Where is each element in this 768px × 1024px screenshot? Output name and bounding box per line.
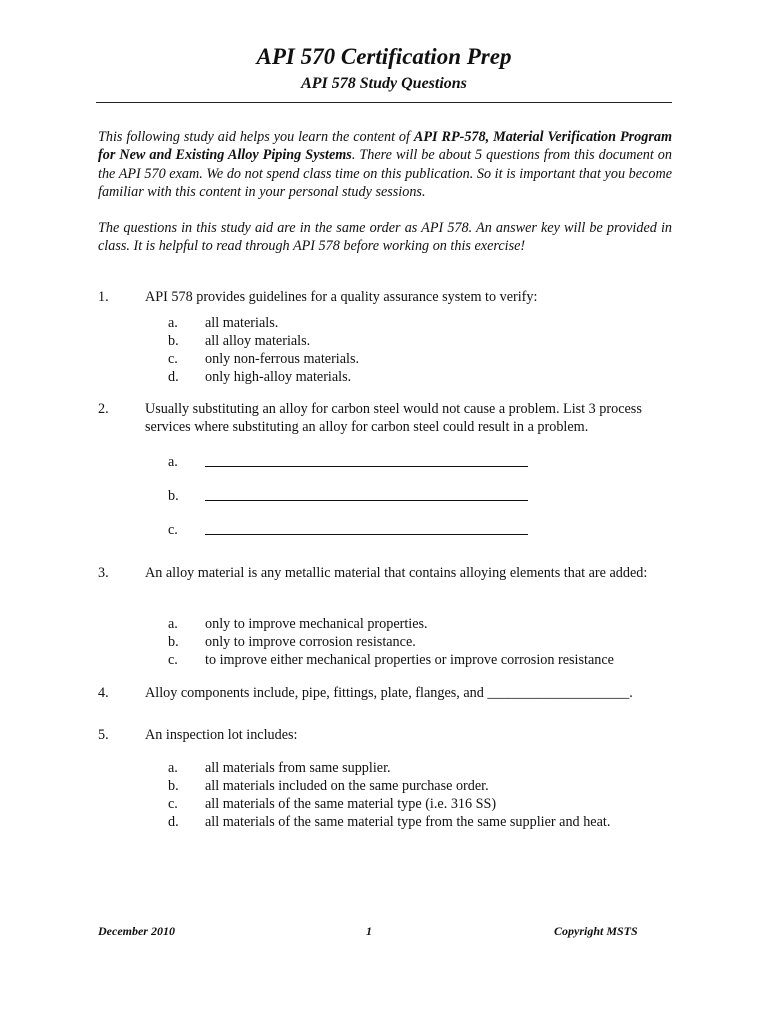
option-letter: b.	[168, 778, 179, 794]
option-text: only non-ferrous materials.	[205, 351, 360, 367]
option-text: all materials.	[205, 315, 279, 331]
document-subtitle: API 578 Study Questions	[301, 75, 467, 92]
option-text: only to improve corrosion resistance.	[205, 634, 416, 650]
option-letter: b.	[168, 634, 179, 650]
footer-copyright: Copyright MSTS	[554, 924, 638, 938]
option-letter: b.	[168, 333, 179, 349]
question-text: Alloy components include, pipe, fittings, plate, flanges, and ____________________.	[145, 685, 633, 701]
document-title: API 570 Certification Prep	[256, 44, 512, 69]
option-letter: a.	[168, 616, 178, 632]
option-text: to improve either mechanical properties or improve corrosion resistance	[205, 652, 614, 668]
option-text: all materials included on the same purchase order.	[205, 778, 489, 794]
option-text: all alloy materials.	[205, 333, 311, 349]
footer-page-number: 1	[366, 924, 372, 938]
intro-paragraph-1	[98, 128, 672, 201]
option-letter: c.	[168, 522, 178, 538]
option-letter: c.	[168, 796, 178, 812]
answer-line[interactable]	[205, 466, 528, 467]
option-letter: c.	[168, 652, 178, 668]
question-text: An alloy material is any metallic material that contains alloying elements that are added:	[145, 565, 648, 581]
question-text: Usually substituting an alloy for carbon steel would not cause a problem. List 3 process services where substituting an alloy for carbon steel could result in a problem.	[145, 401, 642, 436]
option-letter: a.	[168, 454, 178, 470]
intro-publication-name: API RP-578, Material Verification Program for New and Existing Alloy Piping Systems	[98, 129, 672, 164]
option-text: all materials of the same material type from the same supplier and heat.	[205, 814, 611, 830]
intro-text-start: This following study aid helps you learn the content of	[98, 129, 414, 145]
footer-date: December 2010	[98, 924, 175, 938]
question-text: An inspection lot includes:	[145, 727, 298, 743]
question-number: 5.	[98, 727, 109, 743]
answer-line[interactable]	[205, 534, 528, 535]
header-divider	[96, 102, 672, 103]
option-text: all materials from same supplier.	[205, 760, 391, 776]
question-number: 2.	[98, 401, 109, 417]
question-text: API 578 provides guidelines for a quality assurance system to verify:	[145, 289, 538, 305]
question-number: 4.	[98, 685, 109, 701]
option-letter: a.	[168, 315, 178, 331]
question-number: 1.	[98, 289, 109, 305]
answer-line[interactable]	[205, 500, 528, 501]
option-text: only high-alloy materials.	[205, 369, 352, 385]
intro-text-end: . There will be about 5 questions from this document on the API 570 exam. We do not spend class time on this publication. So it is important that you become familiar with this content in your personal study sessions.	[98, 147, 672, 200]
option-letter: d.	[168, 814, 179, 830]
option-letter: c.	[168, 351, 178, 367]
question-number: 3.	[98, 565, 109, 581]
option-letter: d.	[168, 369, 179, 385]
intro-paragraph-2: The questions in this study aid are in the same order as API 578. An answer key will be provided in class. It is helpful to read through API 578 before working on this exercise!	[98, 220, 672, 255]
option-letter: b.	[168, 488, 179, 504]
option-letter: a.	[168, 760, 178, 776]
option-text: all materials of the same material type (i.e. 316 SS)	[205, 796, 497, 812]
option-text: only to improve mechanical properties.	[205, 616, 428, 632]
